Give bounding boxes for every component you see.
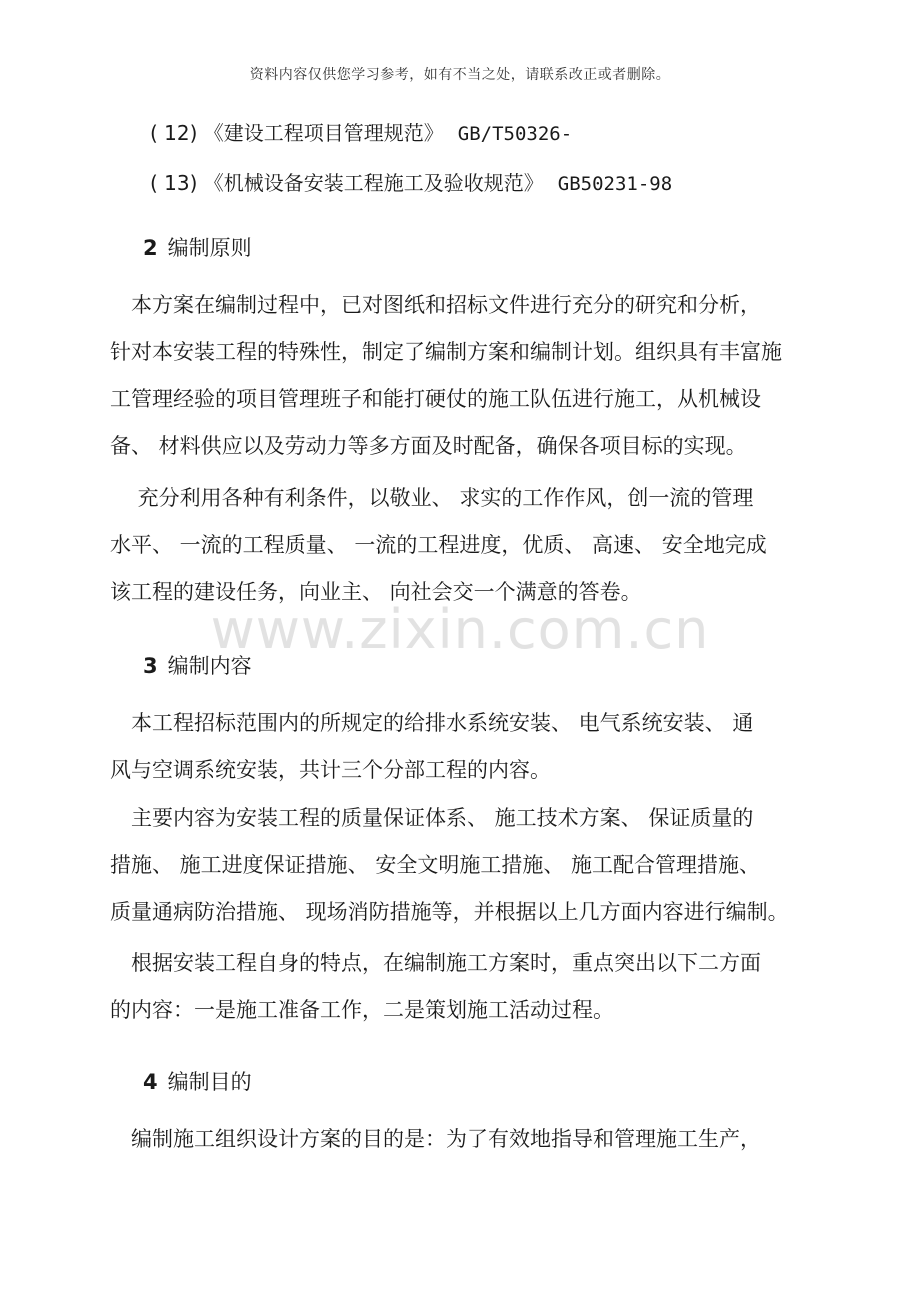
section-title: 编制目的: [167, 1070, 252, 1094]
paragraph-line: 风与空调系统安装，共计三个分部工程的内容。: [110, 758, 551, 782]
paragraph: [110, 282, 825, 470]
section-number: 3: [143, 654, 158, 678]
paragraph-line: 本方案在编制过程中，已对图纸和招标文件进行充分的研究和分析，: [110, 293, 761, 317]
reference-item-13: [150, 167, 672, 196]
paragraph-line: 充分利用各种有利条件，以敬业、 求实的工作作风，创一流的管理: [110, 486, 754, 510]
paragraph: [110, 1116, 825, 1163]
reference-code: GB50231-98: [557, 173, 673, 195]
section-number: 4: [143, 1070, 158, 1094]
page-header-note: 资料内容仅供您学习参考，如有不当之处，请联系改正或者删除。: [249, 67, 671, 83]
paragraph-line: 根据安装工程自身的特点，在编制施工方案时，重点突出以下二方面: [110, 951, 761, 975]
paragraph-line: 主要内容为安装工程的质量保证体系、 施工技术方案、 保证质量的: [110, 806, 754, 830]
reference-title: ( 13) 《机械设备安装工程施工及验收规范》: [150, 171, 544, 195]
paragraph-line: 水平、 一流的工程质量、 一流的工程进度，优质、 高速、 安全地完成: [110, 533, 767, 557]
paragraph-line: 的内容：一是施工准备工作，二是策划施工活动过程。: [110, 998, 614, 1022]
section-heading-2: [143, 232, 252, 262]
section-title: 编制内容: [167, 654, 252, 678]
paragraph-line: 本工程招标范围内的所规定的给排水系统安装、 电气系统安装、 通: [110, 711, 754, 735]
watermark: www.zixin.com.cn: [210, 598, 710, 661]
paragraph: [110, 940, 825, 1034]
paragraph-line: 工管理经验的项目管理班子和能打硬仗的施工队伍进行施工，从机械设: [110, 387, 761, 411]
reference-title: ( 12) 《建设工程项目管理规范》: [150, 121, 444, 145]
paragraph: [110, 700, 825, 794]
reference-item-12: [150, 117, 572, 146]
section-number: 2: [143, 236, 158, 260]
paragraph-line: 质量通病防治措施、 现场消防措施等，并根据以上几方面内容进行编制。: [110, 900, 789, 924]
paragraph: [110, 475, 825, 616]
paragraph-line: 该工程的建设任务，向业主、 向社会交一个满意的答卷。: [110, 580, 642, 604]
section-title: 编制原则: [167, 236, 252, 260]
paragraph-line: 针对本安装工程的特殊性，制定了编制方案和编制计划。组织具有丰富施: [110, 340, 782, 364]
paragraph-line: 措施、 施工进度保证措施、 安全文明施工措施、 施工配合管理措施、: [110, 853, 761, 877]
section-heading-3: [143, 650, 252, 680]
paragraph-line: 编制施工组织设计方案的目的是：为了有效地指导和管理施工生产，: [110, 1127, 761, 1151]
paragraph-line: 备、 材料供应以及劳动力等多方面及时配备，确保各项目标的实现。: [110, 434, 747, 458]
paragraph: [110, 795, 825, 936]
reference-code: GB/T50326-: [457, 123, 573, 145]
section-heading-4: [143, 1066, 252, 1096]
